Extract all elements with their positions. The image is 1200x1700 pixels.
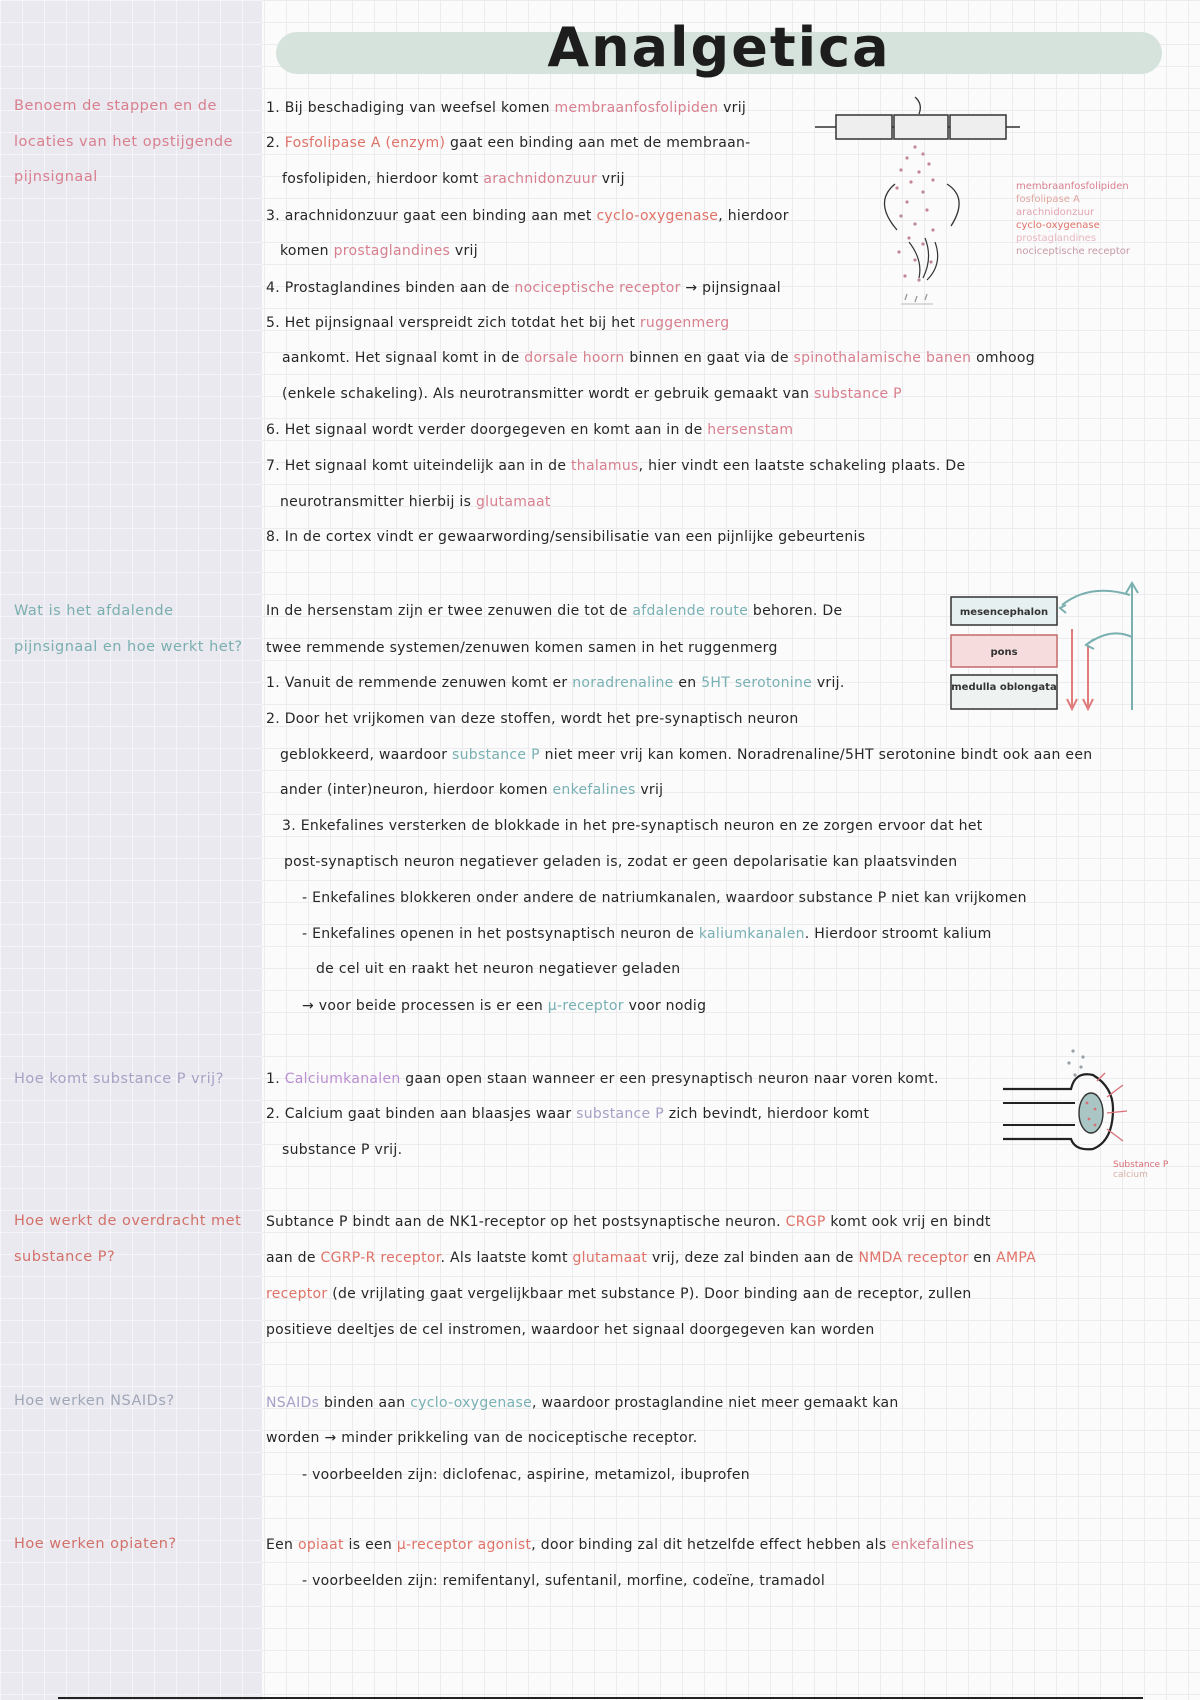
text-segment: komen	[280, 243, 334, 259]
text-line	[266, 709, 799, 729]
text-line	[266, 313, 729, 333]
text-segment: 5. Het pijnsignaal verspreidt zich totdat het bij het	[266, 315, 640, 331]
text-segment: 3. arachnidonzuur gaat een binding aan met	[266, 208, 597, 224]
text-segment: vrij.	[812, 675, 845, 691]
text-segment: substance P	[814, 386, 902, 402]
text-segment: cyclo-oxygenase	[596, 208, 719, 224]
text-segment: 4. Prostaglandines binden aan de	[266, 280, 515, 296]
text-segment: substance P	[452, 747, 540, 763]
text-segment: en	[968, 1250, 997, 1266]
text-segment: receptor	[266, 1286, 328, 1302]
text-segment: positieve deeltjes de cel instromen, waardoor het signaal doorgegeven kan worden	[266, 1322, 875, 1338]
page-title: Analgetica	[547, 16, 891, 79]
text-segment: , door binding zal dit hetzelfde effect hebben als	[531, 1537, 892, 1553]
text-segment: aan de	[266, 1250, 321, 1266]
question-substance-p: Hoe komt substance P vrij?	[14, 1071, 224, 1087]
legend-item: arachnidonzuur	[1016, 207, 1095, 218]
text-segment: 2. Door het vrijkomen van deze stoffen, wordt het pre-synaptisch neuron	[266, 711, 799, 727]
brainstem-label-bot: medulla oblongata	[951, 682, 1057, 693]
text-segment: behoren. De	[748, 603, 843, 619]
text-line	[266, 133, 751, 153]
text-segment: neurotransmitter hierbij is	[280, 494, 476, 510]
text-line	[266, 1069, 939, 1089]
text-line	[282, 384, 902, 404]
question-opiates: Hoe werken opiaten?	[14, 1536, 177, 1552]
text-segment: NMDA receptor	[858, 1250, 969, 1266]
synapse-legend-b: calcium	[1113, 1170, 1148, 1180]
text-segment: - Enkefalines blokkeren onder andere de natriumkanalen, waardoor substance P niet kan vrijkomen	[302, 890, 1027, 906]
text-line	[282, 816, 983, 836]
text-segment: zich bevindt, hierdoor komt	[663, 1106, 870, 1122]
text-line	[266, 527, 865, 547]
synapse-legend-a: Substance P	[1113, 1160, 1169, 1170]
text-segment: binnen en gaat via de	[624, 350, 794, 366]
text-segment: cyclo-oxygenase	[410, 1395, 532, 1411]
legend-item: cyclo-oxygenase	[1016, 220, 1100, 231]
text-segment: 3. Enkefalines versterken de blokkade in het pre-synaptisch neuron en ze zorgen ervoor dat het	[282, 818, 983, 834]
question-descending: Wat is het afdalende pijnsignaal en hoe werkt het?	[14, 603, 243, 655]
text-line	[280, 780, 663, 800]
text-line	[266, 1535, 974, 1555]
text-segment: nociceptische receptor	[514, 280, 681, 296]
text-line	[266, 1284, 972, 1304]
text-segment: post-synaptisch neuron negatiever geladen is, zodat er geen depolarisatie kan plaatsvinden	[284, 854, 958, 870]
legend-item: nociceptische receptor	[1016, 246, 1130, 257]
text-segment: prostaglandines	[333, 243, 451, 259]
question-nsaids: Hoe werken NSAIDs?	[14, 1393, 175, 1409]
text-line	[266, 601, 842, 621]
text-segment: thalamus	[570, 458, 639, 474]
text-segment: 5HT serotonine	[701, 675, 813, 691]
text-segment: AMPA	[996, 1250, 1037, 1266]
brainstem-diagram	[950, 575, 1150, 720]
text-segment: fosfolipiden, hierdoor komt	[282, 171, 484, 187]
text-segment: enkefalines	[891, 1537, 975, 1553]
text-segment: Subtance P bindt aan de NK1-receptor op het postsynaptische neuron.	[266, 1214, 786, 1230]
text-segment: glutamaat	[475, 494, 551, 510]
text-line	[266, 1428, 698, 1448]
text-segment: omhoog	[971, 350, 1035, 366]
text-segment: aankomt. Het signaal komt in de	[282, 350, 525, 366]
text-segment: gaat een binding aan met de membraan-	[445, 135, 751, 151]
text-segment: dorsale hoorn	[524, 350, 625, 366]
text-segment: enkefalines	[552, 782, 636, 798]
text-segment: substance P vrij.	[282, 1142, 403, 1158]
question-transfer: Hoe werkt de overdracht met substance P?	[14, 1213, 242, 1265]
text-segment: arachnidonzuur	[483, 171, 597, 187]
text-line	[266, 1320, 875, 1340]
text-segment: vrij	[718, 100, 747, 116]
text-segment: 2. Calcium gaat binden aan blaasjes waar	[266, 1106, 577, 1122]
text-line	[280, 745, 1092, 765]
text-segment: afdalende route	[632, 603, 749, 619]
membrane-diagram	[815, 92, 1025, 322]
text-line	[302, 1465, 750, 1485]
text-segment: - voorbeelden zijn: remifentanyl, sufentanil, morfine, codeïne, tramadol	[302, 1573, 826, 1589]
text-line	[266, 673, 845, 693]
brainstem-label-top: mesencephalon	[959, 607, 1049, 618]
text-segment: 8. In de cortex vindt er gewaarwording/sensibilisatie van een pijnlijke gebeurtenis	[266, 529, 866, 545]
text-segment: NSAIDs	[266, 1395, 320, 1411]
text-segment: 1. Bij beschadiging van weefsel komen	[266, 100, 555, 116]
text-line	[282, 169, 625, 189]
text-segment: geblokkeerd, waardoor	[280, 747, 453, 763]
text-segment: voor nodig	[623, 998, 707, 1014]
text-segment: - Enkefalines openen in het postsynaptisch neuron de	[302, 926, 699, 942]
text-line	[266, 1393, 899, 1413]
text-segment: spinothalamische banen	[793, 350, 972, 366]
text-segment: , waardoor prostaglandine niet meer gemaakt kan	[532, 1395, 899, 1411]
text-line	[282, 1140, 402, 1160]
text-line	[266, 206, 789, 226]
text-segment: In de hersenstam zijn er twee zenuwen die tot de	[266, 603, 633, 619]
text-segment: vrij	[635, 782, 664, 798]
text-segment: noradrenaline	[572, 675, 674, 691]
text-segment: μ-receptor	[547, 998, 624, 1014]
text-segment: de cel uit en raakt het neuron negatiever geladen	[316, 961, 681, 977]
text-segment: μ-receptor agonist	[396, 1537, 532, 1553]
text-segment: Fosfolipase A (enzym)	[284, 135, 446, 151]
text-segment: is een	[343, 1537, 397, 1553]
text-segment: ander (inter)neuron, hierdoor komen	[280, 782, 553, 798]
text-segment: - voorbeelden zijn: diclofenac, aspirine, metamizol, ibuprofen	[302, 1467, 750, 1483]
text-segment: . Als laatste komt	[440, 1250, 573, 1266]
question-ascending: Benoem de stappen en de locaties van het opstijgende pijnsignaal	[14, 98, 234, 185]
text-line	[302, 996, 706, 1016]
text-line	[266, 278, 781, 298]
text-segment: vrij, deze zal binden aan de	[647, 1250, 859, 1266]
text-segment: vrij	[597, 171, 625, 187]
text-segment: → pijnsignaal	[680, 280, 781, 296]
text-segment: CRGP	[785, 1214, 826, 1230]
text-segment: , hierdoor	[718, 208, 789, 224]
text-line	[266, 638, 778, 658]
text-segment: Een	[266, 1537, 298, 1553]
text-segment: glutamaat	[572, 1250, 648, 1266]
text-segment: , hier vindt een laatste schakeling plaats. De	[638, 458, 966, 474]
text-segment: Calciumkanalen	[284, 1071, 401, 1087]
text-segment: worden → minder prikkeling van de nociceptische receptor.	[266, 1430, 698, 1446]
text-segment: 2.	[266, 135, 285, 151]
text-segment: binden aan	[319, 1395, 411, 1411]
text-segment: hersenstam	[707, 422, 794, 438]
text-line	[302, 888, 1027, 908]
text-line	[266, 98, 746, 118]
text-segment: 1.	[266, 1071, 285, 1087]
legend-item: prostaglandines	[1016, 233, 1097, 244]
text-segment: 6. Het signaal wordt verder doorgegeven en komt aan in de	[266, 422, 708, 438]
footer-rule	[58, 1697, 1143, 1699]
text-segment: vrij	[450, 243, 478, 259]
text-segment: niet meer vrij kan komen. Noradrenaline/5HT serotonine bindt ook aan een	[539, 747, 1093, 763]
text-line	[282, 348, 1035, 368]
text-line	[280, 241, 478, 261]
text-line	[266, 1248, 1036, 1268]
text-segment: substance P	[576, 1106, 664, 1122]
text-segment: (de vrijlating gaat vergelijkbaar met substance P). Door binding aan de receptor, zullen	[327, 1286, 972, 1302]
text-segment: CGRP-R receptor	[320, 1250, 441, 1266]
text-segment: opiaat	[297, 1537, 344, 1553]
text-line	[266, 456, 965, 476]
synapse-diagram	[995, 1045, 1175, 1180]
text-line	[266, 1212, 991, 1232]
legend-item: membraanfosfolipiden	[1016, 181, 1129, 192]
legend-item: fosfolipase A	[1016, 194, 1080, 205]
text-line	[266, 420, 793, 440]
text-segment: ruggenmerg	[639, 315, 730, 331]
text-segment: 7. Het signaal komt uiteindelijk aan in de	[266, 458, 571, 474]
text-line	[266, 1104, 869, 1124]
text-line	[302, 924, 992, 944]
text-line	[316, 959, 680, 979]
text-segment: 1. Vanuit de remmende zenuwen komt er	[266, 675, 573, 691]
text-line	[302, 1571, 825, 1591]
text-segment: en	[673, 675, 702, 691]
text-line	[284, 852, 957, 872]
text-segment: komt ook vrij en bindt	[825, 1214, 991, 1230]
brainstem-label-mid: pons	[990, 647, 1018, 658]
text-line	[280, 492, 551, 512]
text-segment: gaan open staan wanneer er een presynaptisch neuron naar voren komt.	[400, 1071, 939, 1087]
text-segment: (enkele schakeling). Als neurotransmitter wordt er gebruik gemaakt van	[282, 386, 815, 402]
text-segment: twee remmende systemen/zenuwen komen samen in het ruggenmerg	[266, 640, 778, 656]
text-segment: membraanfosfolipiden	[554, 100, 719, 116]
sidebar-panel	[0, 0, 262, 1700]
text-segment: → voor beide processen is er een	[302, 998, 548, 1014]
text-segment: . Hierdoor stroomt kalium	[804, 926, 992, 942]
text-segment: kaliumkanalen	[698, 926, 805, 942]
